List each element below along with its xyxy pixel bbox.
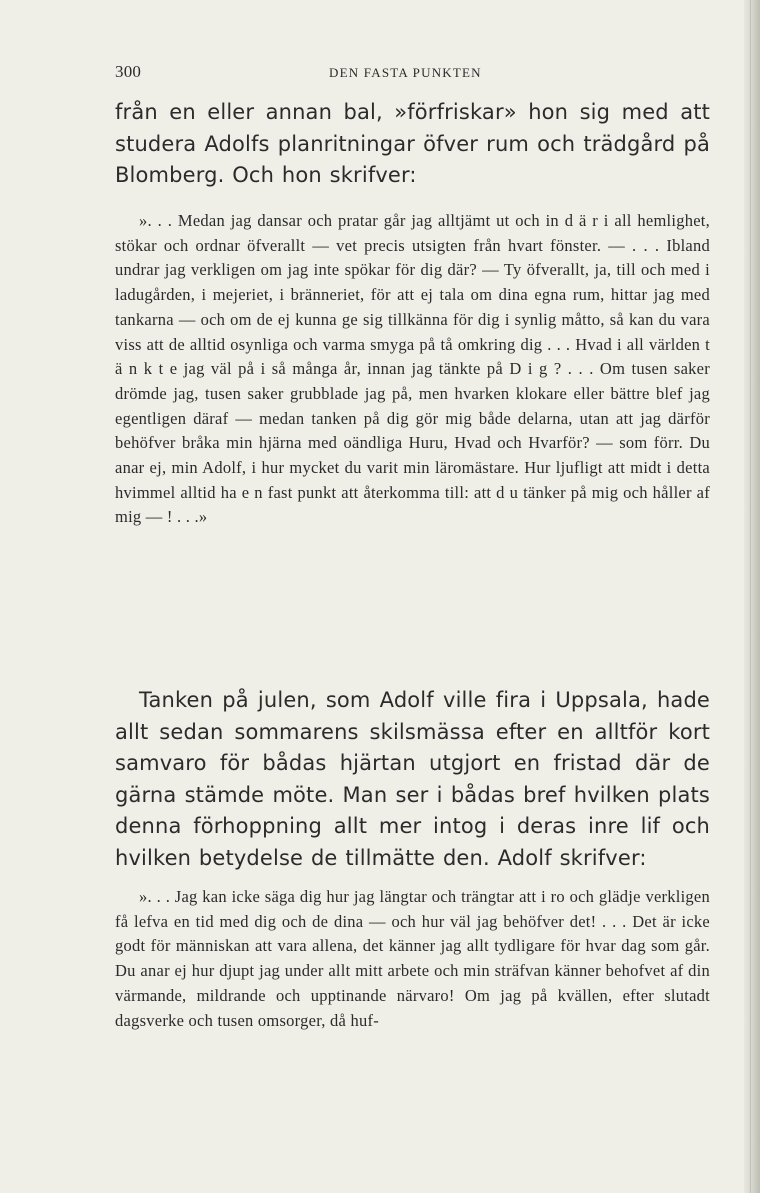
paragraph-3: Tanken på julen, som Adolf ville fira i Uppsala, hade allt sedan sommarens skilsmässa efter en alltför kort samvaro för bådas hjärtan utgjort en fristad där de gärna stämde möte. Man ser i bådas bref hvilken plats denna förhoppning allt mer intog i deras inre lif och hvilken betydelse de tillmätte den. Adolf skrifver: (115, 688, 710, 870)
paragraph-2-quote: ». . . Medan jag dansar och pratar går jag alltjämt ut och in d ä r i all hemlighet, stökar och ordnar öfverallt — vet precis utsigten från hvart fönster. — . . . Ibland undrar jag verkligen om jag inte spökar för dig där? — Ty öfverallt, ja, till och med i ladugården, i mejeriet, i bränneriet, för att ej tala om dina egna rum, hittar jag med tankarna — och om de ej kunna ge sig tillkänna för dig i synlig måtto, så kan du vara viss att de alltid osynliga och varma smyga på tå omkring dig . . . Hvad i all världen t ä n k t e jag väl på i så många år, innan jag tänkte på D i g ? . . . Om tusen saker drömde jag, tusen saker grubblade jag på, men hvarken klokare eller bättre blef jag egentligen däraf — medan tanken på dig gör mig både delarna, utan att jag därför behöfver bråka min hjärna med oändliga Huru, Hvad och Hvarför? — som förr. Du anar ej, min Adolf, i hur mycket du varit min läromästare. Hur ljufligt att midt i detta hvimmel alltid ha e n fast punkt att återkomma till: att d u tänker på mig och håller af mig — ! . . .» (115, 211, 710, 527)
paragraph-1: från en eller annan bal, »förfriskar» hon sig med att studera Adolfs planritningar öfver rum och trädgård på Blomberg. Och hon skrifver: (115, 100, 710, 187)
page-number: 300 (115, 62, 142, 81)
page-edge (744, 0, 760, 1193)
page-edge-line (750, 0, 751, 1193)
running-head: DEN FASTA PUNKTEN (329, 65, 482, 80)
page-header (115, 62, 710, 84)
paragraph-4-quote: ». . . Jag kan icke säga dig hur jag längtar och trängtar att i ro och glädje verkligen få lefva en tid med dig och de dina — och hur väl jag behöfver det! . . . Det är icke godt för människan att vara allena, det känner jag allt tydligare för hvar dag som går. Du anar ej hur djupt jag under allt mitt arbete och min sträfvan känner behofvet af din värmande, mildrande och upptinande närvaro! Om jag på kvällen, efter slutadt dagsverke och tusen omsorger, då huf- (115, 887, 710, 1030)
